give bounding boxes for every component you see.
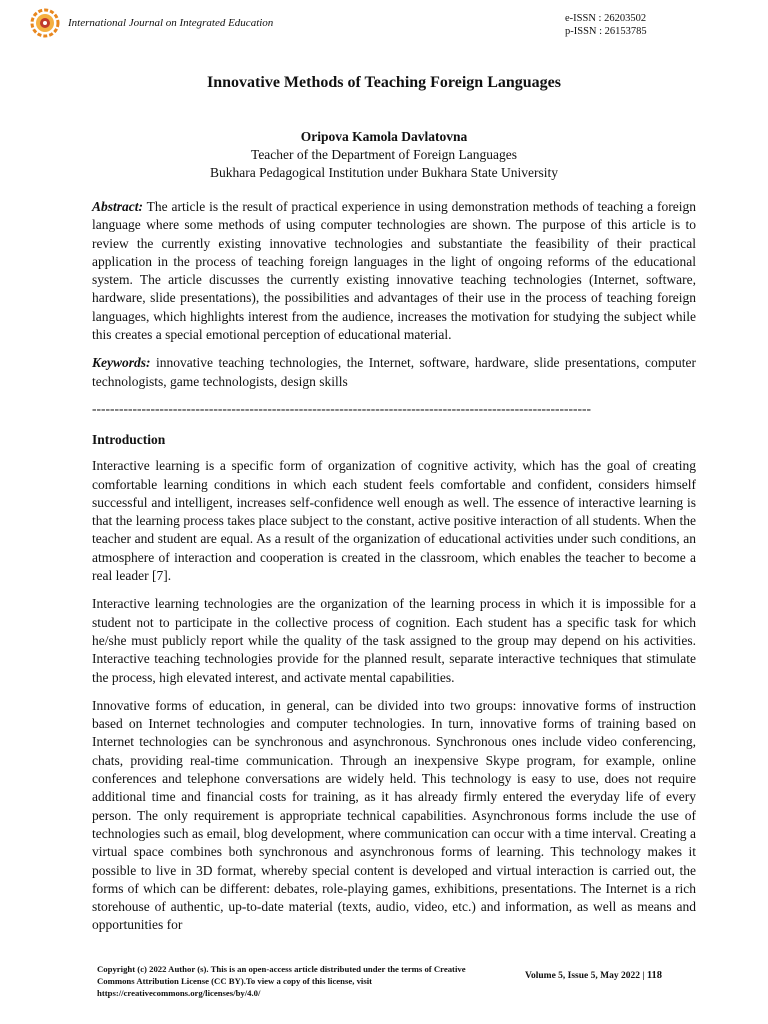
page-number: 118 [646,970,662,981]
page-header [0,0,768,50]
volume-info [525,970,662,981]
author-name: Oripova Kamola Davlatovna [300,129,468,144]
abstract-label: Abstract: [92,199,144,214]
e-issn: e-ISSN : 26203502 [565,13,647,24]
volume-label: Volume 5, Issue 5, May 2022 [525,971,640,981]
keywords [92,354,696,391]
page-footer [0,960,768,1024]
introduction-heading: Introduction [92,431,166,447]
journal-logo-icon [30,8,60,38]
journal-name: International Journal on Integrated Education [68,17,274,29]
author-institution: Bukhara Pedagogical Institution under Bukhara State University [210,165,558,180]
author-position: Teacher of the Department of Foreign Languages [251,147,517,162]
article-title: Innovative Methods of Teaching Foreign Languages [207,74,561,91]
abstract-text: The article is the result of practical experience in using demonstration methods of teaching a foreign language where some methods of using computer technologies are shown. The purpose of this article is to review the currently existing innovative technologies and substantiate the feasibility of their practical application in the process of teaching foreign languages in the light of ongoing reforms of the educational system. The article discusses the currently existing innovative teaching technologies (Internet, software, hardware, slide presentations), the possibilities and advantages of their use in the process of teaching foreign languages, which highlights interest from the audience, increases the motivation for studying the subject while this creates a special emotional perception of educational material. [92,199,696,343]
author-block [0,128,768,182]
copyright-notice: Copyright (c) 2022 Author (s). This is an open-access article distributed under the terms of Creative Commons Attribution License (CC BY).To view a copy of this license, visit https://creativecommons.org/licenses/by/4.0/ [97,964,466,998]
abstract [92,198,696,344]
p-issn: p-ISSN : 26153785 [565,26,647,37]
paragraph: Interactive learning technologies are the organization of the learning process in which it is impossible for a student not to participate in the collective process of cognition. Each student has a specific task for which he/she must publicly report while the quality of the task assigned to the group may depend on his activities. Interactive teaching technologies provide for the planned result, separate interactive techniques that stimulate the process, high elevated interest, and activate mental capabilities. [92,596,696,685]
article-body [92,198,696,945]
paragraph: Interactive learning is a specific form of organization of cognitive activity, which has the goal of creating comfortable learning conditions in which each student feels comfortable and confident, considers himself successful and intelligent, increases self-confidence well enough as well. The essence of interactive learning is that the learning process takes place subject to the constant, active positive interaction of all students. When the teacher and student are equal. As a result of the organization of educational activities under such conditions, an atmosphere of interaction and cooperation is created in the classroom, which enables the teacher to become a real leader [7]. [92,458,696,584]
issn-block [565,12,647,38]
keywords-text: innovative teaching technologies, the Internet, software, hardware, slide presentations, computer technologists, game technologists, design skills [92,355,696,389]
separator: | [642,971,645,981]
keywords-label: Keywords: [92,355,151,371]
paragraph: Innovative forms of education, in general, can be divided into two groups: innovative forms of instruction based on Internet technologies and computer technologies. In turn, innovative forms of training based on Internet technologies can be synchronous and asynchronous. Synchronous ones include video conferencing, chats, providing real-time communication. Through an inexpensive Skype program, for example, online conferences and telephone conversations are widely held. This technology is easy to use, does not require additional time and financial costs for training, as it has already firmly entered the everyday life of every person. The only requirement is appropriate technical capabilities. Asynchronous forms include the use of technologies such as email, blog development, where communication can occur with a time interval. Creating a virtual space combines both synchronous and asynchronous forms of learning. This technology makes it possible to live in 3D format, whereby special content is developed and virtual interaction is carried out, the forms of which can be different: debates, role-playing games, exhibitions, presentations. The Internet is a rich storehouse of authentic, up-to-date material (texts, audio, video, etc.) and information, as well as means and opportunities for [92,697,696,933]
section-divider: --------------------------------------------------------------------------------------------------------------- [92,400,592,416]
